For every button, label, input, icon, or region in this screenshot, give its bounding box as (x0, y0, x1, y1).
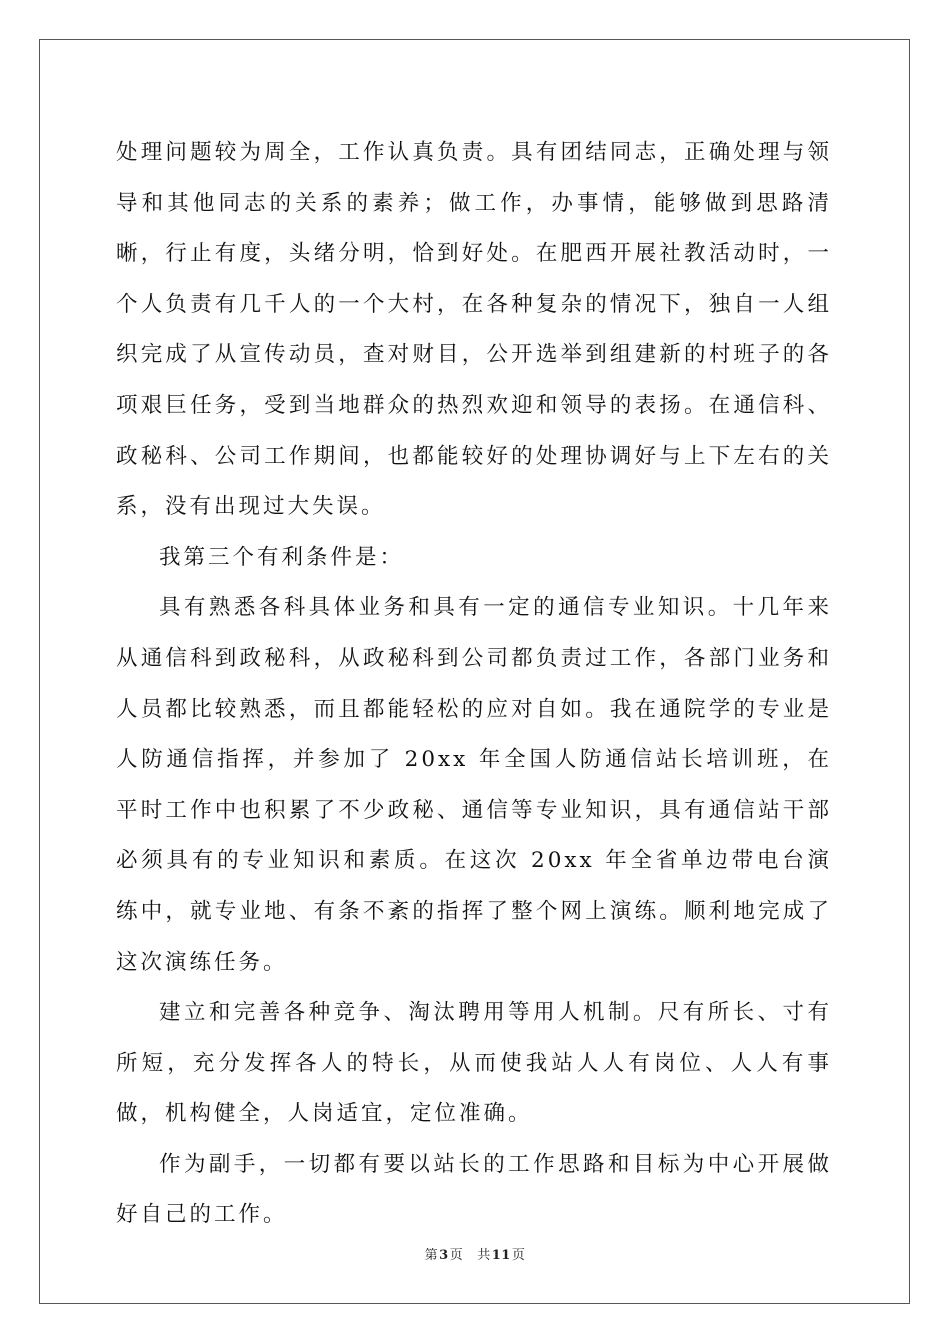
paragraph-1: 处理问题较为周全，工作认真负责。具有团结同志，正确处理与领导和其他同志的关系的素养；做工作，办事情，能够做到思路清晰，行止有度，头绪分明，恰到好处。在肥西开展社教活动时，一个人负责有几千人的一个大村，在各种复杂的情况下，独自一人组织完成了从宣传动员，查对财目，公开选举到组建新的村班子的各项艰巨任务，受到当地群众的热烈欢迎和领导的表扬。在通信科、政秘科、公司工作期间，也都能较好的处理协调好与上下左右的关系，没有出现过大失误。 (116, 140, 832, 520)
total-suffix: 页 (511, 1248, 526, 1263)
paragraph-5: 作为副手，一切都有要以站长的工作思路和目标为中心开展做好自己的工作。 (116, 1151, 832, 1228)
paragraph-2: 我第三个有利条件是： (159, 544, 405, 570)
page-total: 11 (491, 1248, 511, 1263)
paragraph-3: 具有熟悉各科具体业务和具有一定的通信专业知识。十几年来从通信科到政秘科，从政秘科到公司都负责过工作，各部门业务和人员都比较熟悉，而且都能轻松的应对自如。我在通院学的专业是人防通信指挥，并参加了 20xx 年全国人防通信站长培训班，在平时工作中也积累了不少政秘、通信等专业知识，具有通信站干部必须具有的专业知识和素质。在这次 20xx 年全省单边带电台演练中，就专业地、有条不紊的指挥了整个网上演练。顺利地完成了这次演练任务。 (116, 595, 832, 975)
total-prefix: 共 (477, 1248, 491, 1263)
page-suffix: 页 (449, 1248, 464, 1263)
page-footer (0, 1247, 950, 1265)
document-body (116, 128, 832, 1241)
paragraph-4: 建立和完善各种竞争、淘汰聘用等用人机制。尺有所长、寸有所短，充分发挥各人的特长，从而使我站人人有岗位、人人有事做，机构健全，人岗适宜，定位准确。 (116, 1000, 832, 1127)
page-current: 3 (439, 1248, 449, 1263)
page-prefix: 第 (424, 1248, 439, 1263)
